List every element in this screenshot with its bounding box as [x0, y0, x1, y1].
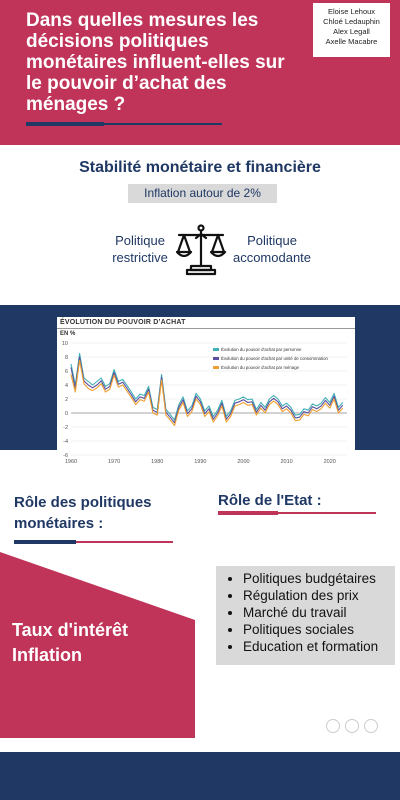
x-tick-label: 1960: [64, 459, 78, 465]
y-tick-label: 8: [64, 355, 68, 361]
list-item: • Régulation des prix: [243, 587, 395, 604]
chart-title-rule: [57, 328, 355, 329]
y-tick-label: -6: [63, 453, 68, 459]
state-heading-underline: [218, 511, 278, 515]
policy-left-line1: Politique: [115, 233, 165, 248]
interest-rate-label: Taux d'intérêt: [12, 620, 128, 640]
x-tick-label: 1970: [108, 459, 121, 465]
chart-plot: [57, 337, 355, 466]
footer-band: [0, 752, 400, 800]
purchasing-power-chart: [57, 317, 355, 466]
inflation-target-label: Inflation autour de 2%: [128, 184, 277, 203]
y-tick-label: -4: [63, 439, 68, 445]
accommodating-policy-label: [222, 232, 322, 266]
x-tick-label: 2010: [280, 459, 293, 465]
chart-title: ÉVOLUTION DU POUVOIR D’ACHAT: [60, 319, 186, 326]
title-underline: [26, 122, 104, 126]
author-name: Axelle Macabre: [325, 37, 378, 46]
page-title: Dans quelles mesures les décisions politiques monétaires influent-elles sur le pouvoir d’achat des ménages ?: [26, 10, 285, 115]
x-tick-label: 1980: [151, 459, 164, 465]
series-line: [71, 354, 343, 421]
stability-heading: Stabilité monétaire et financière: [79, 159, 321, 176]
balance-scale-icon: [174, 222, 228, 276]
legend-swatch: [213, 357, 219, 360]
authors-box: [313, 3, 390, 57]
x-tick-label: 2000: [237, 459, 250, 465]
legend-swatch: [213, 366, 219, 369]
y-tick-label: 0: [64, 411, 68, 417]
decorative-circle: [364, 719, 378, 733]
y-tick-label: 4: [64, 383, 68, 389]
legend-label: Évolution du pouvoir d'achat par ménage: [221, 365, 299, 370]
monetary-heading-underline: [14, 540, 76, 544]
x-tick-label: 1990: [194, 459, 207, 465]
author-name: Eloise Lehoux: [327, 7, 376, 16]
decorative-circle: [345, 719, 359, 733]
legend-swatch: [213, 348, 219, 351]
state-role-heading: Rôle de l'Etat :: [218, 492, 322, 509]
inflation-label: Inflation: [12, 645, 82, 665]
monetary-heading-underline-thin: [76, 541, 173, 543]
legend-label: Évolution du pouvoir d'achat par unité de consommation: [221, 356, 328, 361]
y-tick-label: 6: [64, 369, 68, 375]
state-heading-underline-thin: [278, 512, 376, 514]
list-item: • Marché du travail: [243, 604, 395, 621]
y-tick-label: -2: [63, 425, 68, 431]
monetary-role-heading: Rôle des politiques monétaires :: [14, 494, 152, 532]
state-roles-box: [216, 566, 395, 665]
decorative-circle: [326, 719, 340, 733]
policy-right-line1: Politique: [247, 233, 297, 248]
policy-left-line2: restrictive: [112, 250, 168, 265]
series-line: [71, 361, 343, 426]
author-name: Chloé Ledauphin: [323, 17, 380, 26]
list-item: • Education et formation: [243, 638, 395, 655]
list-item: • Politiques sociales: [243, 621, 395, 638]
list-item: • Politiques budgétaires: [243, 570, 395, 587]
legend-label: Évolution du pouvoir d'achat par personne: [221, 347, 302, 352]
y-tick-label: 10: [61, 341, 68, 347]
title-underline-thin: [104, 123, 222, 125]
state-roles-list: [216, 566, 395, 655]
author-name: Alex Legall: [333, 27, 370, 36]
x-tick-label: 2020: [323, 459, 336, 465]
y-tick-label: 2: [64, 397, 68, 403]
policy-right-line2: accomodante: [232, 250, 312, 265]
chart-y-unit: EN %: [60, 331, 76, 337]
